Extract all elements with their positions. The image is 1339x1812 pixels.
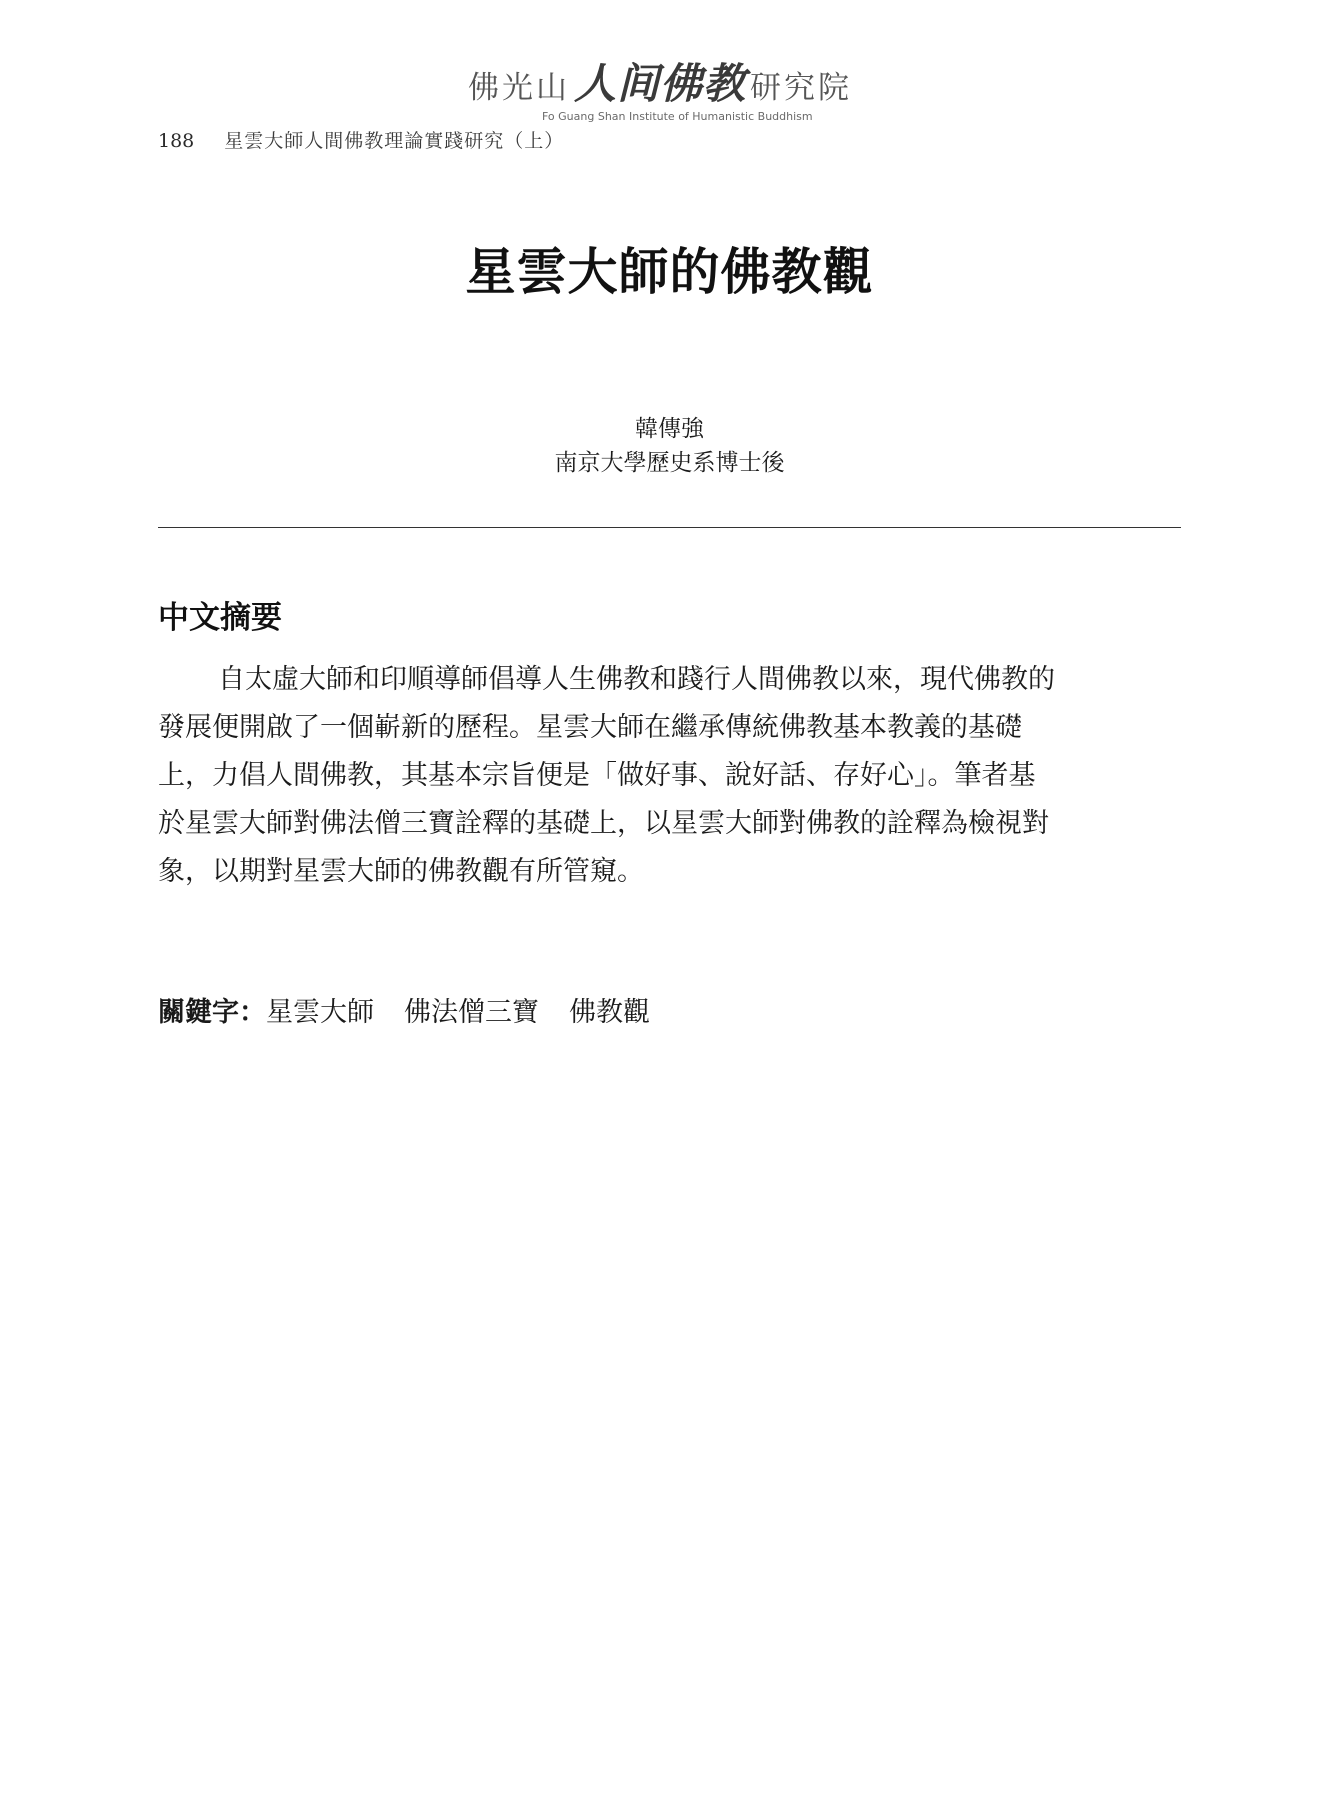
keyword-item: 星雲大師 <box>266 997 374 1028</box>
logo-part-2: 人间佛教 <box>574 59 747 108</box>
abstract-line: 自太虛大師和印順導師倡導人生佛教和踐行人間佛教以來，現代佛教的 <box>218 664 1055 695</box>
keywords <box>158 990 650 1029</box>
logo-part-3: 研究院 <box>750 70 853 106</box>
divider-line <box>158 527 1181 528</box>
abstract-line: 上，力倡人間佛教，其基本宗旨便是「做好事、說好話、存好心」。筆者基 <box>158 760 1036 791</box>
abstract-line: 發展便開啟了一個嶄新的歷程。星雲大師在繼承傳統佛教基本教義的基礎 <box>158 712 1022 743</box>
logo-text <box>468 58 852 114</box>
page-number: 188 <box>158 130 195 152</box>
abstract-heading: 中文摘要 <box>158 600 282 636</box>
abstract-line: 象，以期對星雲大師的佛教觀有所管窺。 <box>158 856 644 887</box>
keywords-label: 關鍵字： <box>158 997 266 1028</box>
keyword-item: 佛法僧三寶 <box>404 997 539 1028</box>
abstract-line: 於星雲大師對佛法僧三寶詮釋的基礎上，以星雲大師對佛教的詮釋為檢視對 <box>158 808 1049 839</box>
article-title: 星雲大師的佛教觀 <box>465 242 874 301</box>
logo-part-1: 佛光山 <box>468 70 570 106</box>
book-title: 星雲大師人間佛教理論實踐研究（上） <box>224 130 565 152</box>
running-head <box>158 126 564 153</box>
logo-subtitle: Fo Guang Shan Institute of Humanistic Buddhism <box>542 110 813 123</box>
keyword-item: 佛教觀 <box>569 997 650 1028</box>
author-affiliation: 南京大學歷史系博士後 <box>554 450 785 476</box>
institute-logo <box>468 58 868 130</box>
author-name: 韓傳強 <box>635 416 704 442</box>
abstract-body <box>158 656 1181 896</box>
